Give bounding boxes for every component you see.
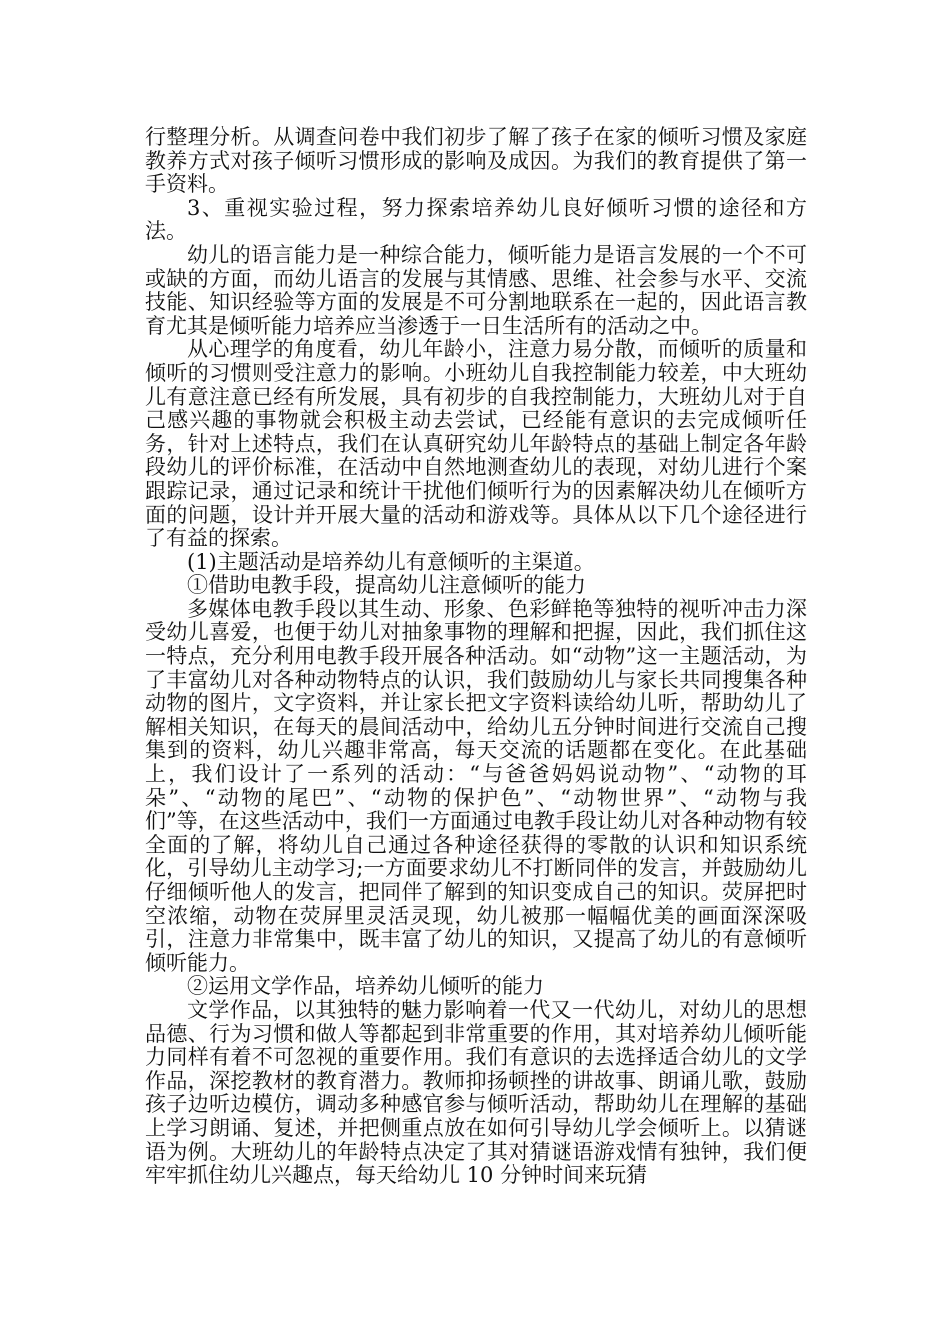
paragraph: 幼儿的语言能力是一种综合能力，倾听能力是语言发展的一个不可或缺的方面，而幼儿语言的发展与其情感、思维、社会参与水平、交流技能、知识经验等方面的发展是不可分割地联系在一起的，因此语言教育尤其是倾听能力培养应当渗透于一日生活所有的活动之中。 [145, 242, 807, 338]
paragraph: 从心理学的角度看，幼儿年龄小，注意力易分散，而倾听的质量和倾听的习惯则受注意力的影响。小班幼儿自我控制能力较差，中大班幼儿有意注意已经有所发展，具有初步的自我控制能力，大班幼儿对于自己感兴趣的事物就会积极主动去尝试，已经能有意识的去完成倾听任务，针对上述特点，我们在认真研究幼儿年龄特点的基础上制定各年龄段幼儿的评价标准，在活动中自然地测查幼儿的表现，对幼儿进行个案跟踪记录，通过记录和统计干扰他们倾听行为的因素解决幼儿在倾听方面的问题，设计并开展大量的活动和游戏等。具体从以下几个途径进行了有益的探索。 [145, 337, 807, 551]
subsection-heading: ①借助电教手段，提高幼儿注意倾听的能力 [187, 573, 586, 598]
paragraph: 行整理分析。从调查问卷中我们初步了解了孩子在家的倾听习惯及家庭教养方式对孩子倾听习惯形成的影响及成因。为我们的教育提供了第一手资料。 [145, 125, 807, 197]
subsection-heading: ②运用文学作品，培养幼儿倾听的能力 [187, 974, 544, 999]
subsection-heading: (1)主题活动是培养幼儿有意倾听的主渠道。 [187, 549, 595, 574]
paragraph: 多媒体电教手段以其生动、形象、色彩鲜艳等独特的视听冲击力深受幼儿喜爱，也便于幼儿对抽象事物的理解和把握，因此，我们抓住这一特点，充分利用电教手段开展各种活动。如“动物”这一主题活动，为了丰富幼儿对各种动物特点的认识，我们鼓励幼儿与家长共同搜集各种动物的图片，文字资料，并让家长把文字资料读给幼儿听，帮助幼儿了解相关知识，在每天的晨间活动中，给幼儿五分钟时间进行交流自己搜集到的资料，幼儿兴趣非常高，每天交流的话题都在变化。在此基础上，我们设计了一系列的活动：“与爸爸妈妈说动物”、“动物的耳朵”、“动物的尾巴”、“动物的保护色”、“动物世界”、“动物与我们”等，在这些活动中，我们一方面通过电教手段让幼儿对各种动物有较全面的了解，将幼儿自己通过各种途径获得的零散的认识和知识系统化，引导幼儿主动学习;一方面要求幼儿不打断同伴的发言，并鼓励幼儿仔细倾听他人的发言，把同伴了解到的知识变成自己的知识。荧屏把时空浓缩，动物在荧屏里灵活灵现，幼儿被那一幅幅优美的画面深深吸引，注意力非常集中，既丰富了幼儿的知识，又提高了幼儿的有意倾听倾听能力。 [145, 596, 807, 975]
paragraph: 文学作品，以其独特的魅力影响着一代又一代幼儿，对幼儿的思想品德、行为习惯和做人等都起到非常重要的作用，其对培养幼儿倾听能力同样有着不可忽视的重要作用。我们有意识的去选择适合幼儿的文学作品，深挖教材的教育潜力。教师抑扬顿挫的讲故事、朗诵儿歌，鼓励孩子边听边模仿，调动多种感官参与倾听活动，帮助幼儿在理解的基础上学习朗诵、复述，并把侧重点放在如何引导幼儿学会倾听上。以猜谜语为例。大班幼儿的年龄特点决定了其对猜谜语游戏情有独钟，我们便牢牢抓住幼儿兴趣点，每天给幼儿 10 分钟时间来玩猜 [145, 997, 807, 1188]
document-body [145, 126, 807, 1188]
section-heading: 3、重视实验过程，努力探索培养幼儿良好倾听习惯的途径和方法。 [145, 195, 807, 244]
